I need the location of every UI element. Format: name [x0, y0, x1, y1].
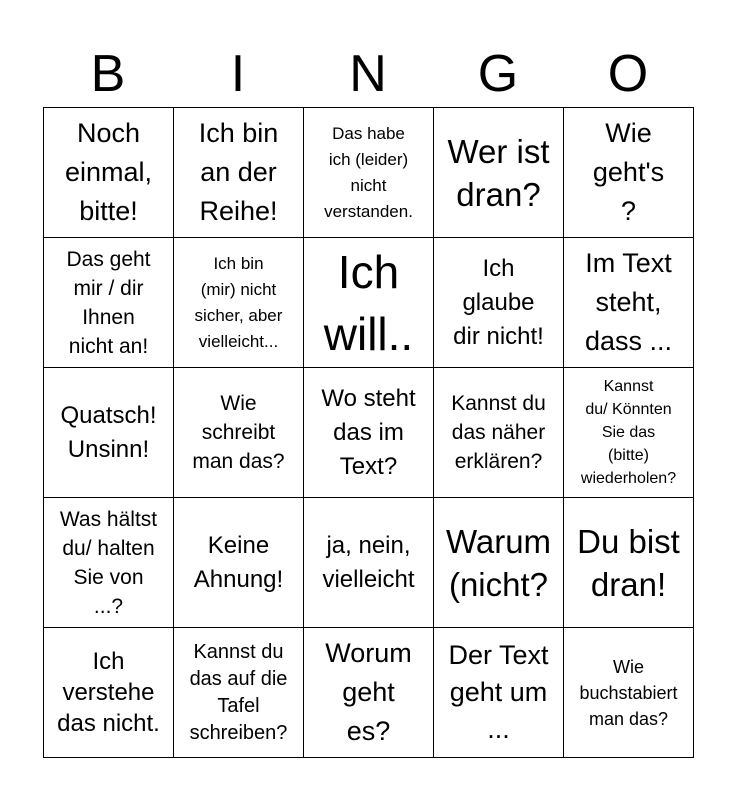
cell-text: Noch einmal, bitte! [64, 118, 153, 226]
header-letter-n: N [349, 45, 387, 103]
bingo-cell-r1-c2[interactable] [174, 108, 304, 238]
bingo-cell-r3-c1[interactable] [44, 368, 174, 498]
cell-text: ja, nein, vielleicht [322, 531, 415, 593]
bingo-cell-r3-c5[interactable] [564, 368, 694, 498]
cell-text: Ich bin (mir) nicht sicher, aber vielleicht... [194, 253, 283, 351]
bingo-cell-r1-c4[interactable] [434, 108, 564, 238]
bingo-cell-r2-c1[interactable] [44, 238, 174, 368]
cell-text: Wer ist dran? [447, 132, 550, 213]
cell-text: Keine Ahnung! [193, 531, 284, 593]
cell-text: Warum (nicht? [445, 522, 552, 603]
bingo-cell-r5-c3[interactable] [304, 628, 434, 758]
bingo-cell-r4-c1[interactable] [44, 498, 174, 628]
cell-text: Wie geht's ? [592, 118, 665, 226]
cell-text: Du bist dran! [577, 522, 680, 603]
header-letter-o: O [607, 45, 649, 103]
bingo-header [43, 40, 693, 108]
bingo-cell-r2-c5[interactable] [564, 238, 694, 368]
bingo-cell-r5-c2[interactable] [174, 628, 304, 758]
bingo-cell-r4-c5[interactable] [564, 498, 694, 628]
cell-text: Wo steht das im Text? [321, 384, 416, 480]
cell-text: Worum geht es? [325, 638, 412, 746]
bingo-cell-r3-c4[interactable] [434, 368, 564, 498]
cell-text: Kannst du das näher erklären? [451, 392, 546, 473]
cell-text: Was hältst du/ halten Sie von ...? [59, 507, 158, 618]
cell-text: Ich will.. [323, 245, 414, 360]
cell-text: Ich bin an der Reihe! [198, 118, 279, 226]
bingo-cell-r5-c5[interactable] [564, 628, 694, 758]
cell-text: Das habe ich (leider) nicht verstanden. [324, 123, 413, 221]
cell-text: Wie schreibt man das? [192, 392, 285, 473]
header-letter-i: I [230, 45, 246, 103]
bingo-cell-r4-c4[interactable] [434, 498, 564, 628]
cell-text: Wie buchstabiert man das? [579, 656, 678, 729]
cell-text: Kannst du das auf die Tafel schreiben? [189, 640, 288, 744]
bingo-card-grid [43, 107, 694, 758]
bingo-cell-r2-c4[interactable] [434, 238, 564, 368]
cell-text: Der Text geht um ... [448, 640, 549, 744]
cell-text: Das geht mir / dir Ihnen nicht an! [66, 247, 151, 358]
cell-text: Im Text steht, dass ... [584, 248, 673, 356]
cell-text: Quatsch! Unsinn! [60, 401, 157, 463]
bingo-cell-r1-c5[interactable] [564, 108, 694, 238]
bingo-cell-r1-c1[interactable] [44, 108, 174, 238]
bingo-cell-r1-c3[interactable] [304, 108, 434, 238]
bingo-cell-r3-c3[interactable] [304, 368, 434, 498]
bingo-cell-r5-c1[interactable] [44, 628, 174, 758]
cell-text: Ich glaube dir nicht! [453, 254, 544, 350]
header-letter-b: B [90, 45, 126, 103]
cell-text: Ich verstehe das nicht. [57, 648, 160, 737]
bingo-cell-r4-c2[interactable] [174, 498, 304, 628]
cell-text: Kannst du/ Könnten Sie das (bitte) wiederholen? [580, 378, 677, 487]
header-letter-g: G [477, 45, 519, 103]
bingo-cell-r5-c4[interactable] [434, 628, 564, 758]
bingo-cell-r4-c3[interactable] [304, 498, 434, 628]
bingo-cell-r3-c2[interactable] [174, 368, 304, 498]
bingo-cell-r2-c3[interactable] [304, 238, 434, 368]
bingo-cell-r2-c2[interactable] [174, 238, 304, 368]
